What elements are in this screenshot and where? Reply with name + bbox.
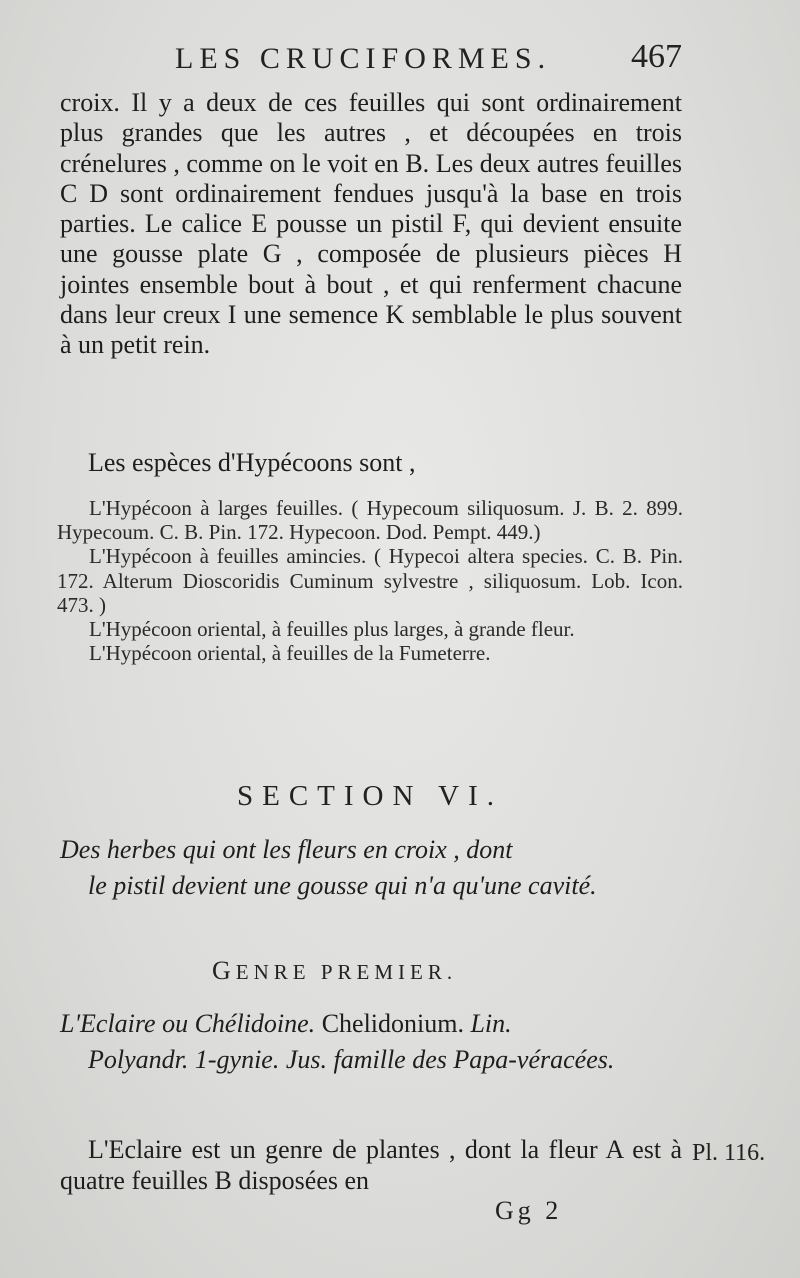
section-description: [60, 832, 682, 904]
species-entry: L'Hypécoon à feuilles amincies. ( Hypecoi altera species. C. B. Pin. 172. Alterum Dioscoridis Cuminum sylvestre , siliquosum. Lob. Icon. 473. ): [57, 544, 683, 617]
genus-description-text: L'Eclaire est un genre de plantes , dont la fleur A est à quatre feuilles B disposées en: [60, 1135, 682, 1195]
genus-name: L'Eclaire ou Chélidoine.: [60, 1009, 316, 1038]
page-number: 467: [631, 38, 682, 75]
genus-latin: Chelidonium.: [321, 1009, 464, 1038]
main-paragraph-text: croix. Il y a deux de ces feuilles qui sont ordinairement plus grandes que les autres , et découpées en trois crénelures , comme on le voit en B. Les deux autres feuilles C D sont ordinairement fendues jusqu'à la base en trois parties. Le calice E pousse un pistil F, qui devient ensuite une gousse plate G , composée de plusieurs pièces H jointes ensemble bout à bout , et qui renferment chacune dans leur creux I une semence K semblable le plus souvent à un petit rein.: [60, 88, 682, 360]
species-entry: L'Hypécoon oriental, à feuilles de la Fumeterre.: [89, 641, 491, 666]
genre-heading-rest: ENRE PREMIER.: [235, 960, 458, 984]
section-heading: SECTION VI.: [236, 780, 504, 812]
genre-heading: [212, 956, 457, 986]
section-description-line2: le pistil devient une gousse qui n'a qu'une cavité.: [88, 871, 597, 900]
signature-mark: Gg 2: [495, 1196, 563, 1225]
species-entry: L'Hypécoon à larges feuilles. ( Hypecoum siliquosum. J. B. 2. 899. Hypecoum. C. B. Pin. 172. Hypecoon. Dod. Pempt. 449.): [57, 496, 683, 545]
genus-classification-b: [60, 1042, 682, 1078]
species-entry: L'Hypécoon oriental, à feuilles plus larges, à grande fleur.: [89, 617, 575, 642]
section-description-line1: Des herbes qui ont les fleurs en croix , dont: [60, 835, 513, 864]
genus-description: [60, 1134, 682, 1196]
main-paragraph: [60, 88, 682, 361]
genus-classification-c-text: Jus. famille des Papa-véracées.: [285, 1045, 615, 1074]
running-head: LES CRUCIFORMES.: [175, 42, 552, 75]
genus-classification-a: Lin.: [470, 1009, 512, 1038]
plate-reference: Pl. 116.: [692, 1140, 766, 1166]
species-list: [57, 496, 683, 665]
page-header: [60, 38, 690, 88]
species-intro: Les espèces d'Hypécoons sont ,: [88, 448, 416, 477]
genus-classification-b-text: Polyandr. 1-gynie.: [88, 1045, 280, 1074]
genus-entry: [60, 1006, 682, 1078]
genre-heading-initial: G: [212, 956, 236, 985]
